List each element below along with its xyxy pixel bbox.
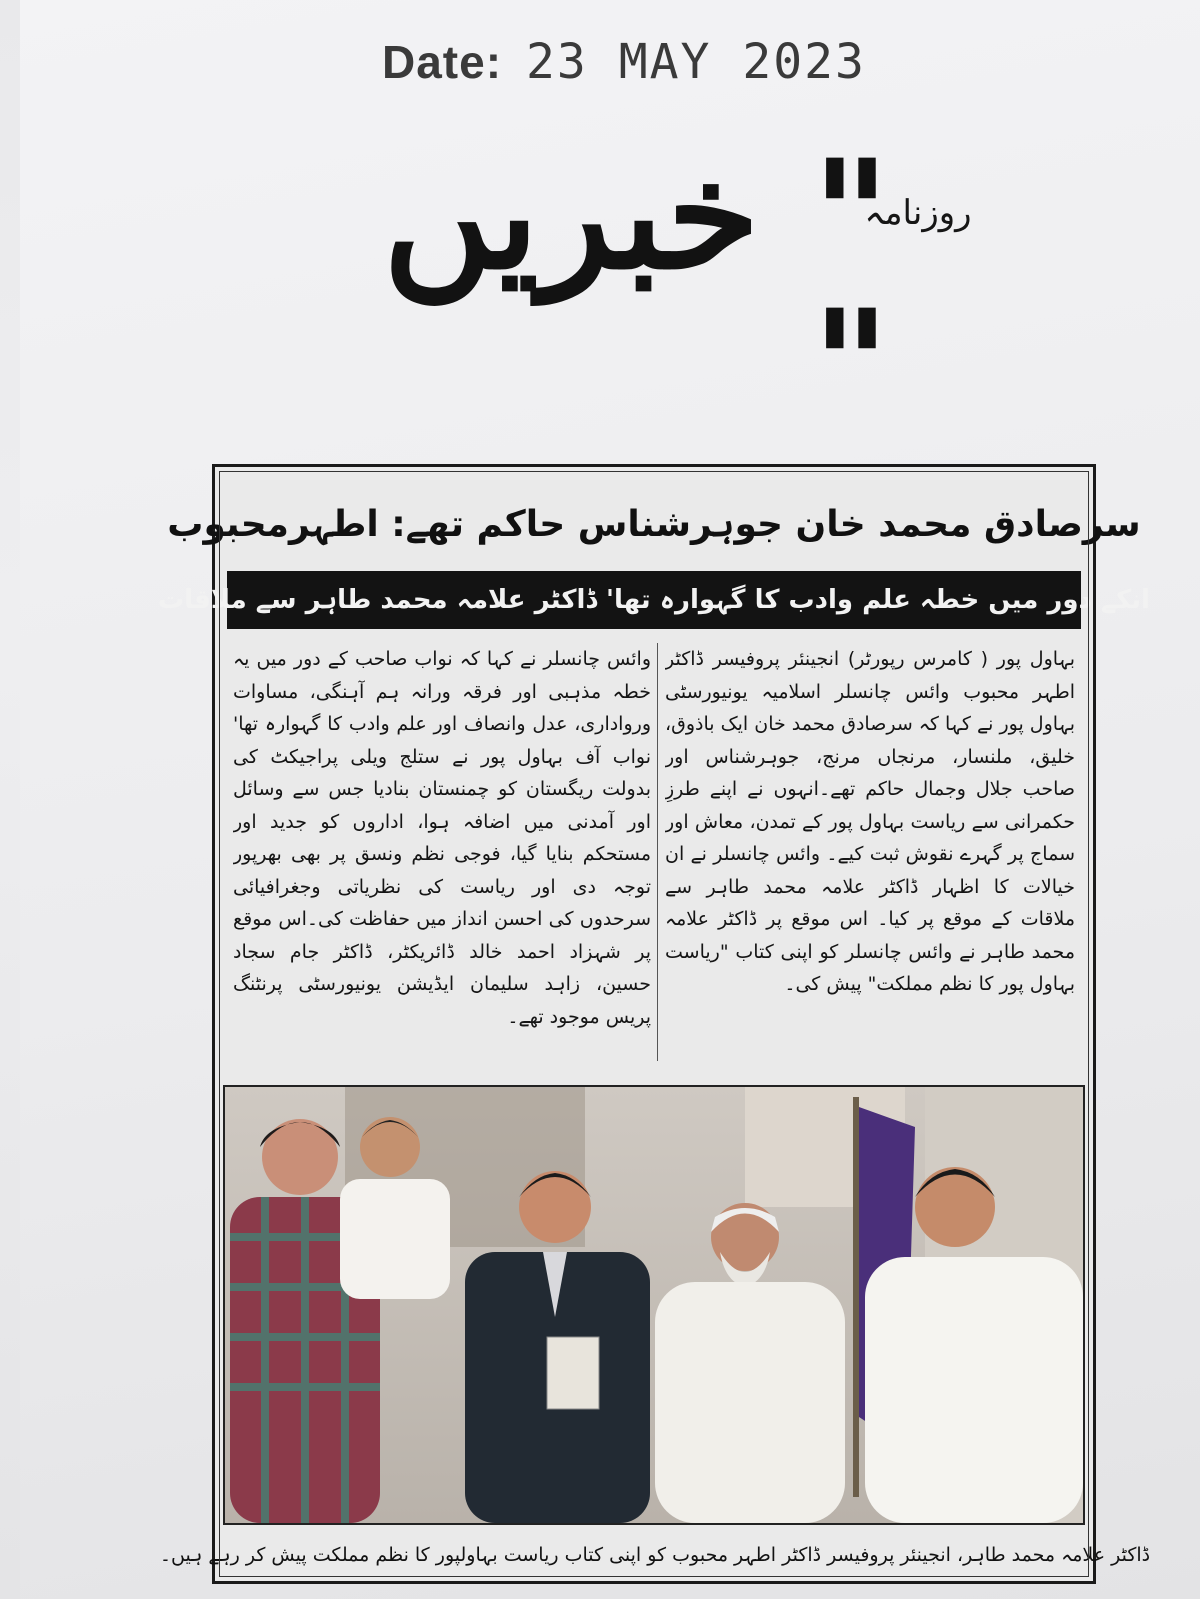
article-column-left [233, 643, 651, 1073]
masthead-title: " خبریں " [382, 127, 890, 453]
article-headline: سرصادق محمد خان جوہرشناس حاکم تھے: اطہرمحبوب [167, 503, 1141, 545]
photo-caption: ڈاکٹر علامہ محمد طاہر، انجینئر پروفیسر ڈاکٹر اطہر محبوب کو اپنی کتاب ریاست بہاولپور کا نظم مملکت پیش کر رہے ہیں۔ [159, 1544, 1151, 1566]
date-label: Date: [382, 36, 503, 88]
masthead-subtitle: روزنامہ [864, 193, 972, 233]
date-value: 23 MAY 2023 [526, 34, 866, 90]
column-right-text: بہاول پور ( کامرس رپورٹر) انجینئر پروفیسر ڈاکٹر اطہر محبوب وائس چانسلر اسلامیہ یونیورسٹی بہاول پور نے کہا کہ سرصادق محمد خان ایک باذوق، خلیق، ملنسار، مرنجاں مرنج، جوہرشناس اور صاحب جلال وجمال حاکم تھے۔انہوں نے اپنے طرزِ حکمرانی سے ریاست بہاول پور کے تمدن، معاش اور سماج پر گہرے نقوش ثبت کیے۔ وائس چانسلر نے ان خیالات کا اظہار ڈاکٹر علامہ محمد طاہر سے ملاقات کے موقع پر کیا۔ اس موقع پر ڈاکٹر علامہ محمد طاہر نے وائس چانسلر کو اپنی کتاب "ریاست بہاول پور کا نظم مملکت" پیش کی۔ [665, 648, 1075, 995]
clipping-date [382, 34, 866, 94]
column-left-text: وائس چانسلر نے کہا کہ نواب صاحب کے دور میں یہ خطہ مذہبی اور فرقہ ورانہ ہم آہنگی، مساوات ورواداری، عدل وانصاف اور علم وادب کا گہوارہ تھا' نواب آف بہاول پور نے ستلج ویلی پراجیکٹ کی بدولت ریگستان کو چمنستان بنادیا جس سے وسائل اور آمدنی میں اضافہ ہوا، اداروں کو جدید اور مستحکم بنایا گیا، فوجی نظم ونسق پر بھی بھرپور توجہ دی اور ریاست کی نظریاتی وجغرافیائی سرحدوں کی احسن انداز میں حفاظت کی۔اس موقع پر شہزاد احمد خالد ڈائریکٹر، ڈاکٹر جام سجاد حسین، زاہد سلیمان ایڈیشن یونیورسٹی پرنٹنگ پریس موجود تھے۔ [233, 648, 651, 1028]
news-clipping [158, 464, 1151, 1584]
flagpole [853, 1097, 859, 1497]
news-photo [223, 1085, 1085, 1525]
column-divider [657, 643, 658, 1061]
photo-illustration [225, 1087, 1083, 1523]
article-column-right [665, 643, 1075, 1073]
newspaper-page [20, 0, 1200, 1599]
article-subheadline: انکے دور میں خطہ علم وادب کا گہوارہ تھا' ڈاکٹر علامہ محمد طاہر سے ملاقات [227, 571, 1081, 629]
book [547, 1337, 599, 1409]
